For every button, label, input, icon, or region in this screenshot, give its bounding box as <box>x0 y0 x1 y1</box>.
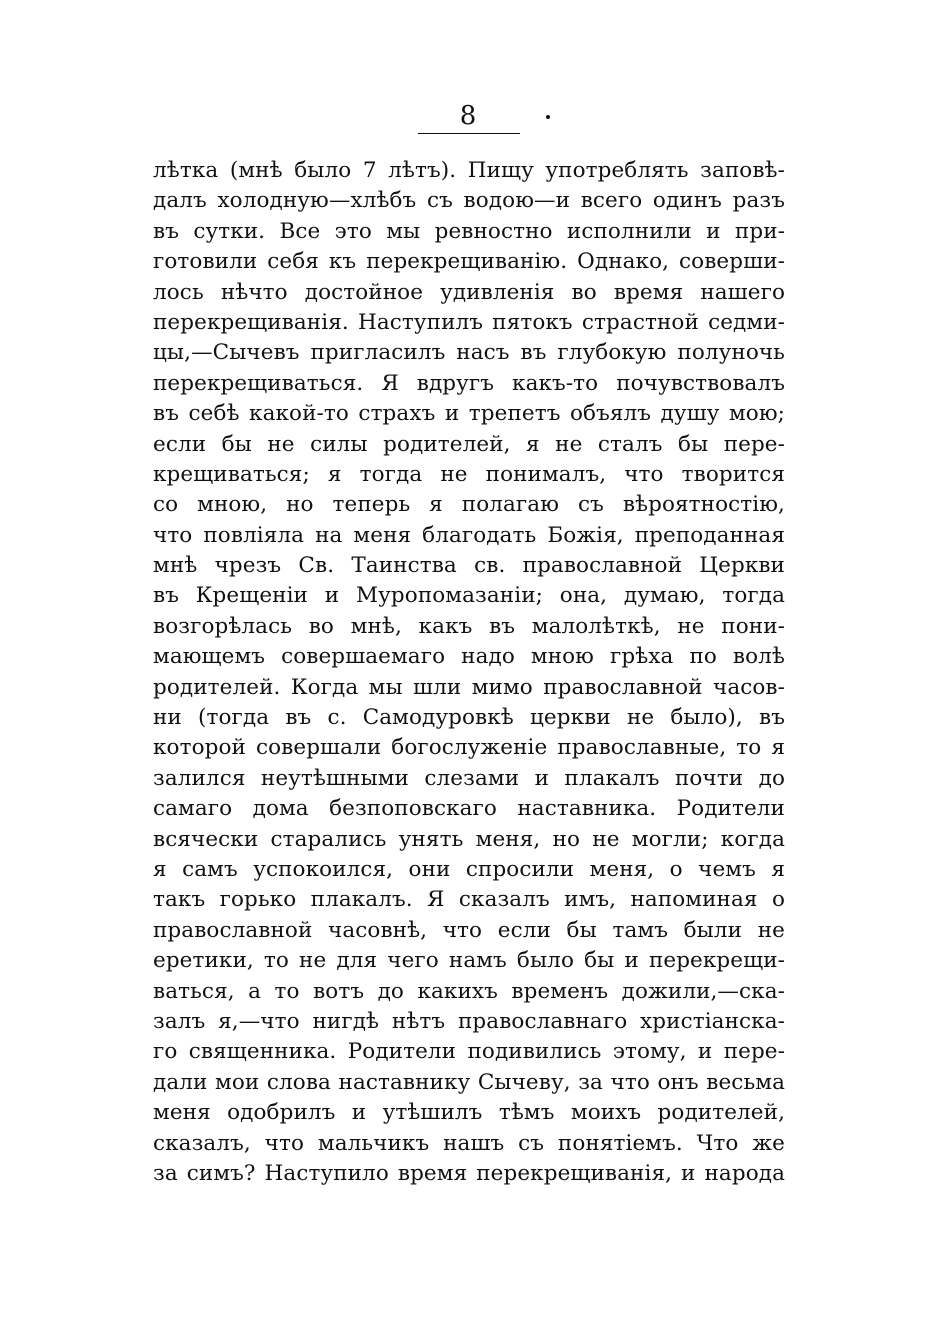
text-line: мающемъ совершаемаго надо мною грѣха по волѣ <box>153 644 785 670</box>
text-line: родителей. Когда мы шли мимо православной часов- <box>153 674 785 700</box>
text-line: ни (тогда въ с. Самодуровкѣ церкви не было), въ <box>153 705 785 731</box>
print-speck <box>546 115 550 119</box>
text-line: лѣтка (мнѣ было 7 лѣтъ). Пищу употреблять заповѣ- <box>153 158 785 183</box>
text-line: православной часовнѣ, что если бы тамъ были не <box>153 917 785 943</box>
page-number-rule <box>418 133 520 134</box>
text-line: въ сутки. Все это мы ревностно исполнили и при- <box>153 218 785 244</box>
text-line: меня одобрилъ и утѣшилъ тѣмъ моихъ родителей, <box>153 1100 785 1126</box>
page-number: 8 <box>459 101 477 131</box>
text-line: такъ горько плакалъ. Я сказалъ имъ, напоминая о <box>153 887 785 913</box>
text-line: перекрещиванія. Наступилъ пятокъ страстной седми- <box>153 309 785 335</box>
text-line: дали мои слова наставнику Сычеву, за что онъ весьма <box>153 1069 785 1095</box>
body-text <box>153 156 785 1189</box>
text-line: далъ холодную—хлѣбъ съ водою—и всего одинъ разъ <box>153 188 785 214</box>
text-line: всячески старались унять меня, но не могли; когда <box>153 826 785 852</box>
text-line: го священника. Родители подивились этому, и пере- <box>153 1039 785 1065</box>
text-line: перекрещиваться. Я вдругъ какъ-то почувствовалъ <box>153 370 785 396</box>
text-line: готовили себя къ перекрещиванію. Однако, соверши- <box>153 249 785 275</box>
text-line: возгорѣлась во мнѣ, какъ въ малолѣткѣ, не пони- <box>153 613 785 639</box>
text-line: крещиваться; я тогда не понималъ, что творится <box>153 461 785 487</box>
text-line: въ себѣ какой-то страхъ и трепетъ объялъ душу мою; <box>153 401 785 427</box>
text-line: если бы не силы родителей, я не сталъ бы пере- <box>153 431 785 457</box>
text-line: самаго дома безпоповскаго наставника. Родители <box>153 796 785 822</box>
page-header <box>0 100 936 140</box>
text-line: еретики, то не для чего намъ было бы и перекрещи- <box>153 948 785 974</box>
text-line: залился неутѣшными слезами и плакалъ почти до <box>153 765 785 791</box>
text-line: мнѣ чрезъ Св. Таинства св. православной Церкви <box>153 553 785 579</box>
text-line: которой совершали богослуженіе православные, то я <box>153 735 785 761</box>
text-line: за симъ? Наступило время перекрещиванія, и народа <box>153 1160 785 1186</box>
text-line: со мною, но теперь я полагаю съ вѣроятностію, <box>153 492 785 518</box>
text-line: ваться, а то вотъ до какихъ временъ дожили,—ска- <box>153 978 785 1004</box>
text-line: въ Крещеніи и Муропомазаніи; она, думаю, тогда <box>153 583 785 609</box>
text-line: что повліяла на меня благодать Божія, преподанная <box>153 522 785 548</box>
text-line: сказалъ, что мальчикъ нашъ съ понятіемъ. Что же <box>153 1130 785 1156</box>
text-line: цы,—Сычевъ пригласилъ насъ въ глубокую полуночь <box>153 340 785 366</box>
text-line: лось нѣчто достойное удивленія во время нашего <box>153 279 785 305</box>
text-line: залъ я,—что нигдѣ нѣтъ православнаго христіанска- <box>153 1008 785 1034</box>
text-line: я самъ успокоился, они спросили меня, о чемъ я <box>153 856 785 882</box>
